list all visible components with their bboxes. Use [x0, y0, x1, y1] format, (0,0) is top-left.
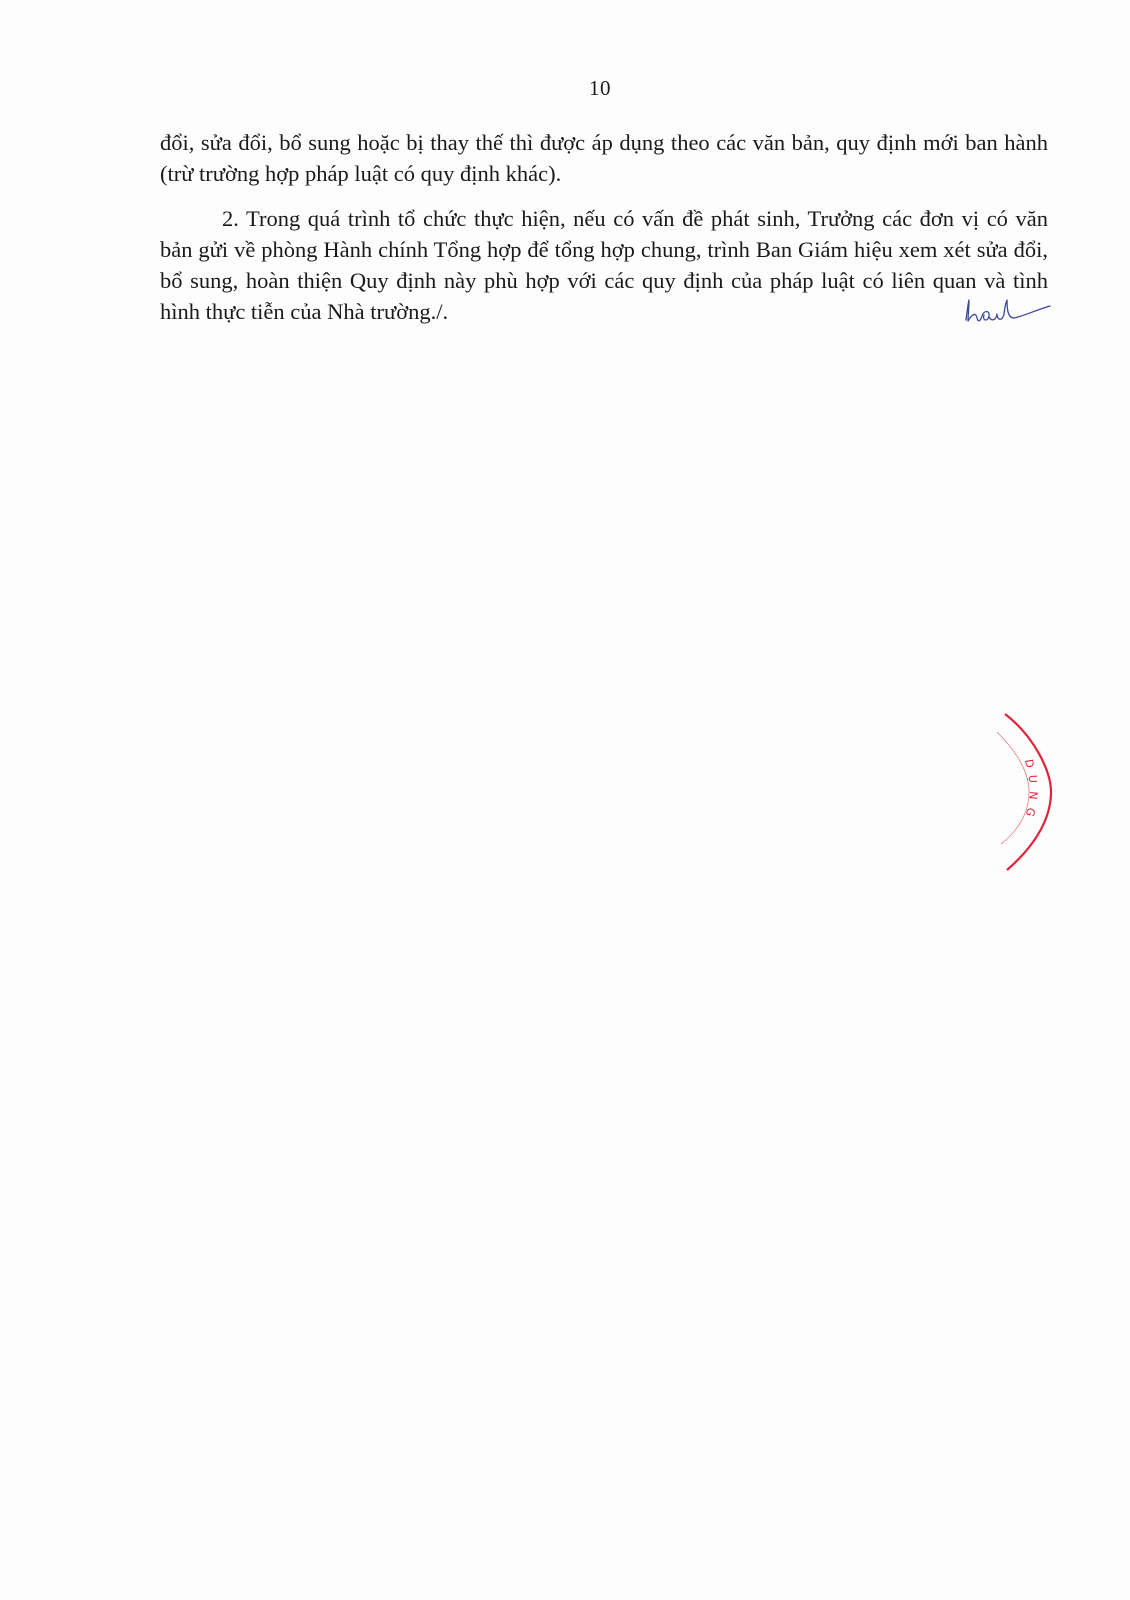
- svg-text:N: N: [1026, 790, 1040, 801]
- svg-text:Ụ: Ụ: [1026, 774, 1040, 784]
- paragraph-continuation: đổi, sửa đổi, bổ sung hoặc bị thay thế thì được áp dụng theo các văn bản, quy định mới ban hành (trừ trường hợp pháp luật có quy định khác).: [160, 130, 1048, 186]
- page-number: 10: [589, 76, 611, 100]
- handwritten-initial-signature: [962, 296, 1052, 324]
- svg-text:G: G: [1022, 806, 1038, 818]
- red-seal-stamp-partial: [995, 712, 1055, 872]
- svg-text:D: D: [1022, 758, 1037, 769]
- paragraph-clause-2: 2. Trong quá trình tổ chức thực hiện, nếu có vấn đề phát sinh, Trưởng các đơn vị có văn bản gửi về phòng Hành chính Tổng hợp để tổng hợp chung, trình Ban Giám hiệu xem xét sửa đổi, bổ sung, hoàn thiện Quy định này phù hợp với các quy định của pháp luật có liên quan và tình hình thực tiễn của Nhà trường./.: [160, 206, 1048, 324]
